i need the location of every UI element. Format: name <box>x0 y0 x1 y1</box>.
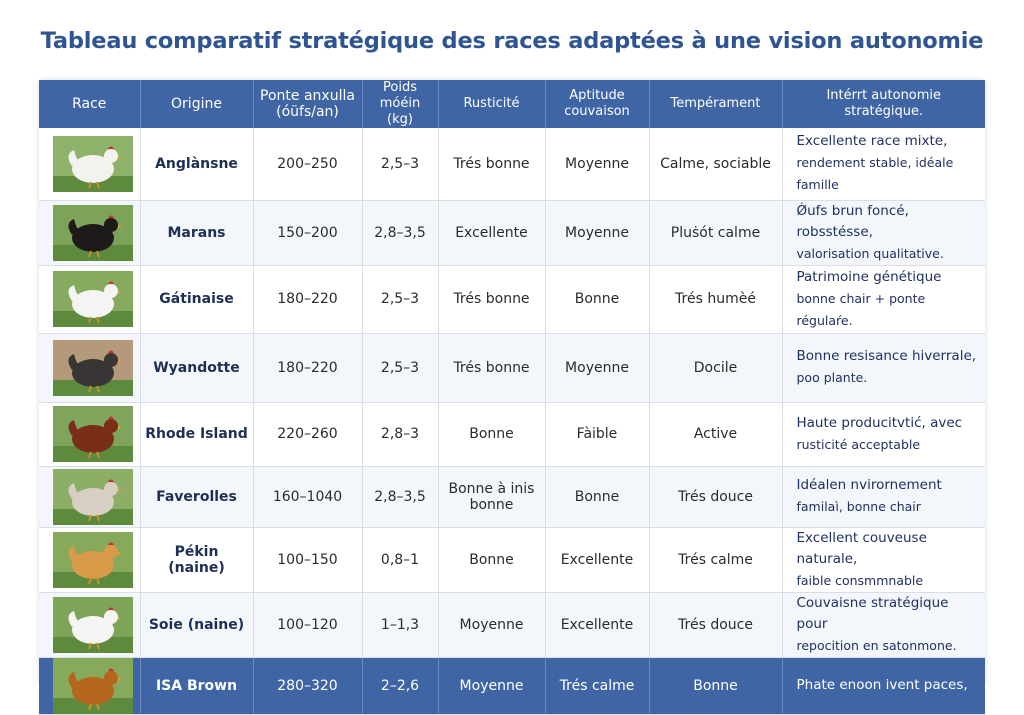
interet-value: Patrimoine génétique bonne chair + ponte régulaŕe. <box>782 265 985 333</box>
poids-value: 1–1,3 <box>362 592 438 657</box>
table-row <box>39 402 985 466</box>
couvaison-value: Moyenne <box>545 128 649 200</box>
hen-brown-icon <box>53 658 133 714</box>
poids-value: 0,8–1 <box>362 527 438 592</box>
race-photo-cell <box>39 657 140 714</box>
interet-value: Idéalen nvirornement familaì, bonne chair <box>782 466 985 527</box>
ponte-value: 100–120 <box>253 592 362 657</box>
temperament-value: Trés calme <box>649 527 782 592</box>
temperament-value: Trés humèé <box>649 265 782 333</box>
race-name: Soie (naine) <box>140 592 253 657</box>
race-name: Pékin (naine) <box>140 527 253 592</box>
couvaison-value: Moyenne <box>545 333 649 402</box>
interet-value: Haute producitvtić, avec rusticité acceptable <box>782 402 985 466</box>
col-header-origine: Origine <box>140 80 253 128</box>
breeds-table <box>39 80 985 715</box>
couvaison-value: Bonne <box>545 265 649 333</box>
rusticite-value: Excellente <box>438 200 545 265</box>
rusticite-value: Trés bonne <box>438 128 545 200</box>
interet-value: Excellent couveuse naturale, faible consmmnable <box>782 527 985 592</box>
table-row <box>39 200 985 265</box>
table-row <box>39 657 985 714</box>
temperament-value: Bonne <box>649 657 782 714</box>
ponte-value: 180–220 <box>253 265 362 333</box>
race-photo-cell <box>39 592 140 657</box>
poids-value: 2,5–3 <box>362 265 438 333</box>
race-name: Rhode Island <box>140 402 253 466</box>
col-header-interet: Intérrt autonomie stratégique. <box>782 80 985 128</box>
hen-buff-icon <box>53 532 133 588</box>
table-row <box>39 333 985 402</box>
ponte-value: 150–200 <box>253 200 362 265</box>
poids-value: 2,5–3 <box>362 333 438 402</box>
race-name: Marans <box>140 200 253 265</box>
rusticite-value: Moyenne <box>438 592 545 657</box>
hen-white-icon <box>53 271 133 327</box>
poids-value: 2,8–3,5 <box>362 200 438 265</box>
temperament-value: Pluṡót calme <box>649 200 782 265</box>
race-photo-cell <box>39 402 140 466</box>
hen-white-icon <box>53 136 133 192</box>
interet-value: Excellente race mixte, rendement stable, idéale famille <box>782 128 985 200</box>
rusticite-value: Moyenne <box>438 657 545 714</box>
ponte-value: 220–260 <box>253 402 362 466</box>
race-photo-cell <box>39 333 140 402</box>
temperament-value: Trés douce <box>649 466 782 527</box>
col-header-race: Race <box>39 80 140 128</box>
interet-value: Ǿufs brun foncé, robsstésse, valorisation qualitative. <box>782 200 985 265</box>
interet-value: Phate enoon ivent paces, <box>782 657 985 714</box>
table-row <box>39 128 985 200</box>
race-photo-cell <box>39 527 140 592</box>
col-header-poids: Poids móéin (kg) <box>362 80 438 128</box>
temperament-value: Active <box>649 402 782 466</box>
poids-value: 2,8–3,5 <box>362 466 438 527</box>
hen-silkie-icon <box>53 597 133 653</box>
page-title: Tableau comparatif stratégique des races adaptées à une vision autonomie <box>40 28 984 54</box>
col-header-ponte: Ponte anxulla (óüfs/an) <box>253 80 362 128</box>
temperament-value: Docile <box>649 333 782 402</box>
couvaison-value: Bonne <box>545 466 649 527</box>
rusticite-value: Trés bonne <box>438 265 545 333</box>
couvaison-value: Excellente <box>545 527 649 592</box>
interet-value: Couvaisne stratégique pour repocition en satonmone. <box>782 592 985 657</box>
race-name: Faverolles <box>140 466 253 527</box>
comparison-table <box>39 80 985 694</box>
temperament-value: Calme, sociable <box>649 128 782 200</box>
ponte-value: 160–1040 <box>253 466 362 527</box>
hen-red-icon <box>53 406 133 462</box>
race-name: Gátinaise <box>140 265 253 333</box>
hen-speckled-icon <box>53 340 133 396</box>
rusticite-value: Bonne <box>438 527 545 592</box>
race-name: Wyandotte <box>140 333 253 402</box>
poids-value: 2,8–3 <box>362 402 438 466</box>
ponte-value: 280–320 <box>253 657 362 714</box>
race-photo-cell <box>39 128 140 200</box>
couvaison-value: Fàible <box>545 402 649 466</box>
table-header-row <box>39 80 985 128</box>
hen-black-icon <box>53 205 133 261</box>
temperament-value: Trés douce <box>649 592 782 657</box>
ponte-value: 180–220 <box>253 333 362 402</box>
table-row <box>39 466 985 527</box>
table-row <box>39 265 985 333</box>
rusticite-value: Bonne <box>438 402 545 466</box>
poids-value: 2–2,6 <box>362 657 438 714</box>
hen-favorelles-icon <box>53 469 133 525</box>
ponte-value: 200–250 <box>253 128 362 200</box>
table-row <box>39 527 985 592</box>
rusticite-value: Trés bonne <box>438 333 545 402</box>
col-header-rusticite: Rusticité <box>438 80 545 128</box>
col-header-aptitude: Aptitude couvaison <box>545 80 649 128</box>
couvaison-value: Excellente <box>545 592 649 657</box>
poids-value: 2,5–3 <box>362 128 438 200</box>
couvaison-value: Moyenne <box>545 200 649 265</box>
race-name: Anglànsne <box>140 128 253 200</box>
race-photo-cell <box>39 200 140 265</box>
rusticite-value: Bonne à inis bonne <box>438 466 545 527</box>
couvaison-value: Trés calme <box>545 657 649 714</box>
race-photo-cell <box>39 265 140 333</box>
col-header-temperament: Tempérament <box>649 80 782 128</box>
interet-value: Bonne resisance hiverrale, poo plante. <box>782 333 985 402</box>
table-row <box>39 592 985 657</box>
ponte-value: 100–150 <box>253 527 362 592</box>
race-photo-cell <box>39 466 140 527</box>
race-name: ISA Brown <box>140 657 253 714</box>
